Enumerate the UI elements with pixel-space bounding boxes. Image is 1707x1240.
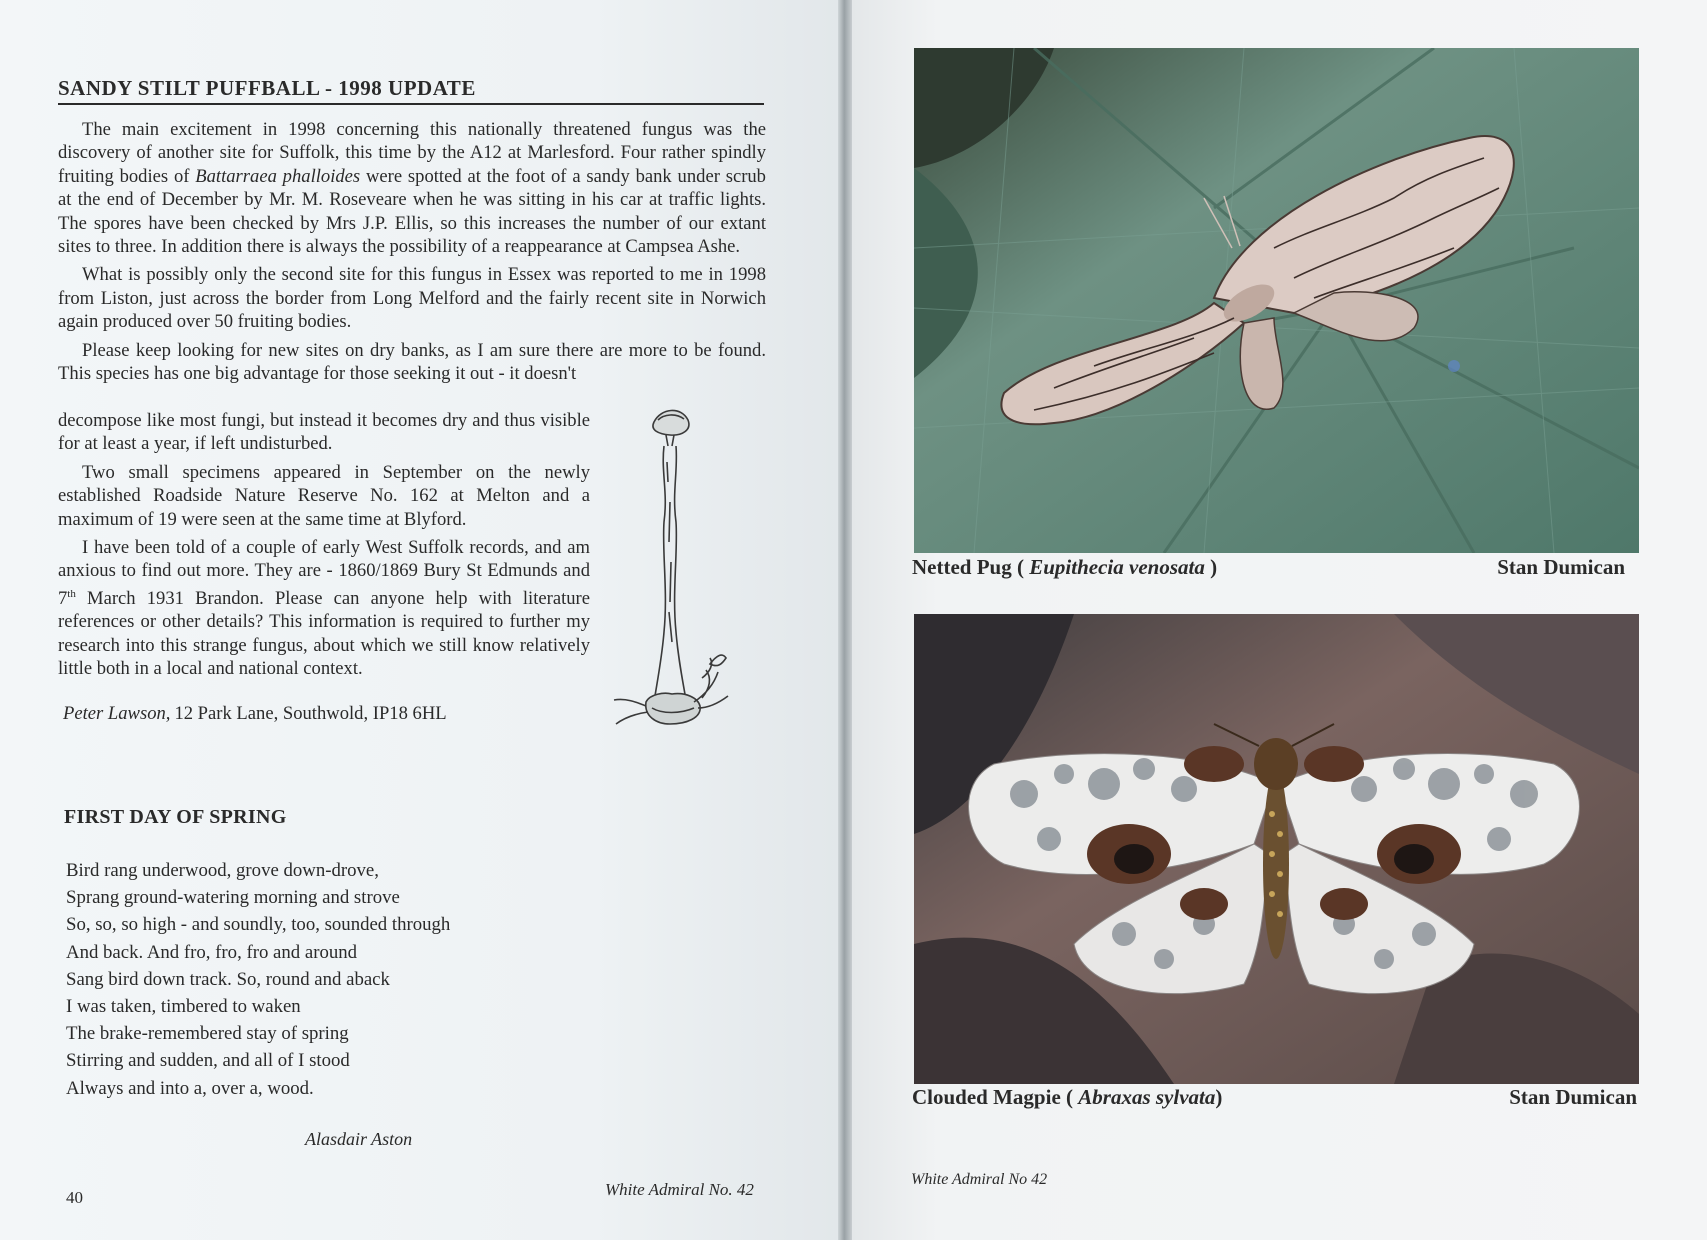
poem-line: Sprang ground-watering morning and strove (66, 887, 400, 909)
poem-line: Stirring and sudden, and all of I stood (66, 1050, 350, 1072)
show-through (430, 690, 730, 1110)
photo-credit: Stan Dumican (1509, 1085, 1637, 1109)
poem-line: And back. And fro, fro, fro and around (66, 941, 358, 963)
species-caption: Clouded Magpie ( Abraxas sylvata) (912, 1085, 1223, 1109)
poem-line: Always and into a, over a, wood. (66, 1077, 314, 1099)
left-page (0, 0, 840, 1240)
paragraph-4: Two small specimens appeared in September on the newly established Roadside Nature Reserve No. 162 at Melton and a maximum of 19 were seen at the same time at Blyford. (58, 461, 590, 530)
photo2-caption (912, 1085, 1637, 1110)
paragraph-5: I have been told of a couple of early West Suffolk records, and am anxious to find out more. They are - 1860/1869 Bury St Edmunds and 7th March 1931 Brandon. Please can anyone help with literature references or other details? This information is required to further my research into this strange fungus, about which we still know relatively little both in a local and national context. (58, 537, 590, 680)
clouded-magpie-photo (914, 614, 1639, 1084)
poem (66, 857, 450, 1102)
photo1-caption (912, 555, 1625, 580)
photo-credit: Stan Dumican (1497, 555, 1625, 579)
article-body-narrow (58, 409, 590, 686)
species-name: Battarraea phalloides (195, 165, 361, 187)
poem-author: Alasdair Aston (305, 1129, 413, 1149)
page-footer-right: White Admiral No 42 (911, 1171, 1048, 1188)
book-gutter (838, 0, 852, 1240)
poem-title: FIRST DAY OF SPRING (64, 806, 287, 828)
poem-line: Sang bird down track. So, round and aback (66, 968, 390, 990)
poem-line: Bird rang underwood, grove down-drove, (66, 860, 379, 881)
poem-line: I was taken, timbered to waken (66, 996, 301, 1018)
paragraph-3a: Please keep looking for new sites on dry banks, as I am sure there are more to be found. This species has one big advantage for those seeking it out - it doesn't (58, 339, 766, 385)
paragraph-1: The main excitement in 1998 concerning this nationally threatened fungus was the discovery of another site for Suffolk, this time by the A12 at Marlesford. Four rather spindly fruiting bodies of Battarraea phalloides were spotted at the foot of a sandy bank under scrub at the end of December by Mr. M. Roseveare when he was sitting in his car at traffic lights. The spores have been checked by Mrs J.P. Ellis, so this increases the number of our extant sites to three. In addition there is always the possibility of a reappearance at Campsea Ashe. (58, 119, 766, 258)
paragraph-2: What is possibly only the second site for this fungus in Essex was reported to me in 1998 from Liston, just across the border from Long Melford and the fairly recent site in Norwich again produced over 50 fruiting bodies. (58, 264, 766, 333)
paragraph-3b: decompose like most fungi, but instead it becomes dry and thus visible for at least a year, if left undisturbed. (58, 410, 590, 455)
species-caption: Netted Pug ( Eupithecia venosata ) (912, 555, 1218, 579)
author-signature: Peter Lawson, 12 Park Lane, Southwold, IP18 6HL (63, 703, 447, 724)
page-number: 40 (66, 1188, 83, 1207)
page-footer: White Admiral No. 42 (605, 1180, 754, 1199)
article-title: SANDY STILT PUFFBALL - 1998 UPDATE (58, 76, 764, 105)
netted-pug-photo (914, 48, 1639, 553)
poem-line: So, so, so high - and soundly, too, sounded through (66, 914, 451, 936)
article-body (58, 118, 766, 385)
poem-line: The brake-remembered stay of spring (66, 1023, 349, 1045)
stilt-puffball-illustration (606, 402, 736, 732)
